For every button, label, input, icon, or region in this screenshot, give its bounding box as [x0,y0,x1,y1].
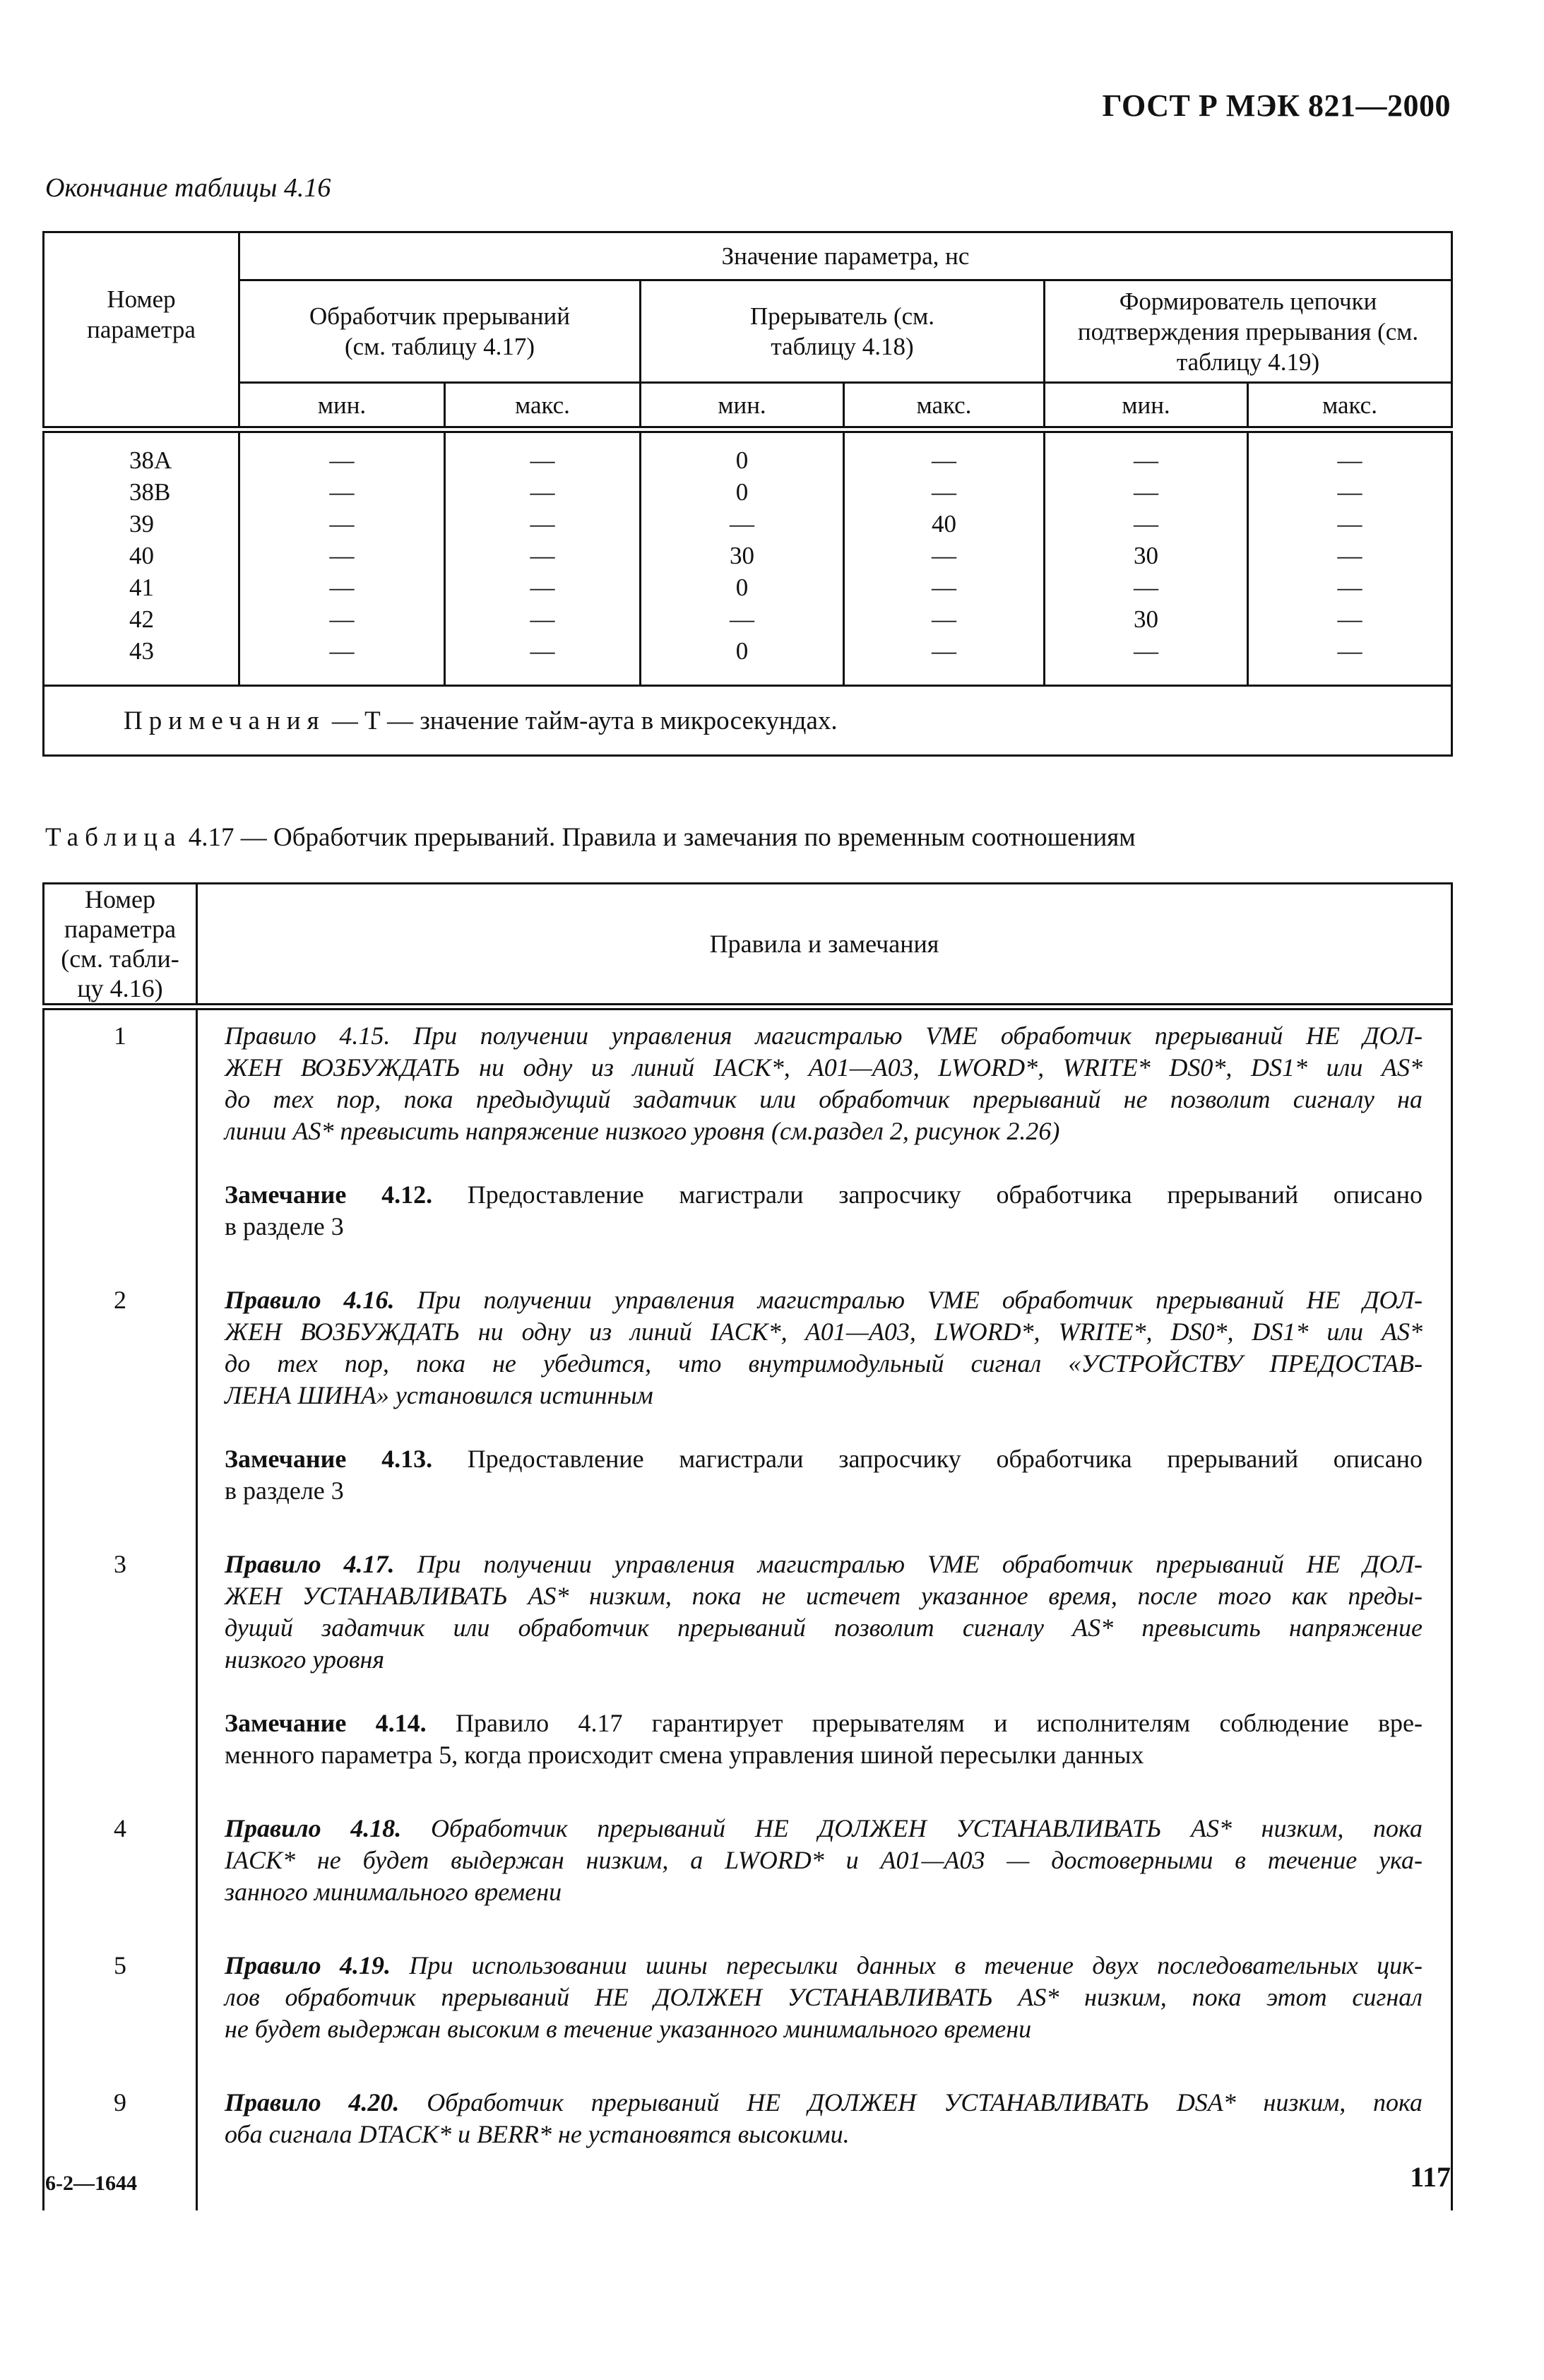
param-value: 0 [735,446,749,474]
table-continues [197,2182,1452,2210]
max-header: макс. [844,383,1045,430]
text-line [225,1982,1423,2013]
text-line [225,1052,1423,1084]
param-value: — [1337,510,1362,538]
rule-label: Правило 4.16. [225,1286,395,1314]
param-value: — [530,446,555,474]
rules-cell [197,1940,1452,2077]
rules-cell [197,2077,1452,2182]
text-line [225,2119,1423,2150]
rule-text: до тех пор, пока предыдущий задатчик или обработчик прерываний не позволит сигналу на [225,1085,1423,1113]
rule-text: ЖЕН ВОЗБУЖДАТЬ ни одну из линий IACK*, A01—A03, LWORD*, WRITE*, DS0*, DS1* или AS* [225,1318,1423,1346]
param-value: — [730,605,754,633]
rule-text: до тех пор, пока не убедится, что внутримодульный сигнал «УСТРОЙСТВУ ПРЕДОСТАВ- [225,1349,1423,1378]
param-value: — [1134,510,1158,538]
param-number-column [44,430,239,686]
text-line [225,1549,1423,1580]
rule-paragraph [225,1284,1423,1411]
rule-label: Правило 4.18. [225,1814,402,1842]
col-header-param-line: параметра [64,915,177,943]
text-line [225,1316,1423,1348]
rule-text: низкого уровня [225,1645,385,1674]
table-continuation-caption: Окончание таблицы 4.16 [45,173,331,203]
rule-text: дущий задатчик или обработчик прерываний позволит сигналу AS* превысить напряжение [225,1614,1423,1642]
param-value: — [1134,574,1158,601]
group-header-interrupter-text: Прерыватель (см. таблицу 4.18) [749,302,935,360]
text-line [225,1380,1423,1411]
table-row [44,1940,1452,2077]
text-line [225,1950,1423,1982]
rule-paragraph [225,1950,1423,2045]
text-line [225,1284,1423,1316]
document-standard-header: ГОСТ Р МЭК 821—2000 [1102,88,1451,123]
rule-text: оба сигнала DTACK* и BERR* не установятся высокими. [225,2120,850,2148]
param-value: — [329,478,355,506]
param-number: 3 [44,1539,197,1803]
value-column [844,430,1045,686]
rule-text: не будет выдержан высоким в течение указанного минимального времени [225,2015,1032,2043]
rule-text: ЖЕН ВОЗБУЖДАТЬ ни одну из линий IACK*, A01—A03, LWORD*, WRITE* DS0*, DS1* или AS* [225,1053,1423,1082]
param-number: 39 [129,510,154,538]
rule-text: ЛЕНА ШИНА» установился истинным [225,1381,653,1409]
text-line [225,1845,1423,1876]
param-number: 1 [44,1007,197,1274]
text-line [225,1084,1423,1115]
param-number: 42 [129,605,154,633]
rule-text: IACK* не будет выдержан низким, а LWORD* и A01—A03 — достоверными в течение ука- [225,1846,1423,1874]
param-value: 0 [735,478,749,506]
note-text: в разделе 3 [225,1476,344,1505]
note-paragraph [225,1179,1423,1243]
value-column [1045,430,1248,686]
note-text: Предоставление магистрали запросчику обработчика прерываний описано [432,1445,1423,1473]
rule-text: ЖЕН УСТАНАВЛИВАТЬ AS* низким, пока не истечет указанное время, после того как преды- [225,1582,1423,1610]
param-value: — [329,542,355,569]
max-header: макс. [1248,383,1452,430]
table-note [44,686,1452,756]
table-4-17-title [45,822,1136,853]
table-label: Таблица [45,823,182,852]
note-text: Предоставление магистрали запросчику обработчика прерываний описано [432,1180,1423,1209]
param-value: — [1134,637,1158,665]
rule-label: Правило 4.17. [225,1550,395,1578]
col-header-param-line: (см. табли- [61,945,179,973]
note-label: Замечание 4.14. [225,1709,427,1737]
value-column [239,430,445,686]
group-header-interrupter [641,280,1045,383]
col-header-param-line: цу 4.16) [77,974,163,1002]
text-line [225,1179,1423,1211]
rule-paragraph [225,1020,1423,1147]
param-value: — [329,605,355,633]
rules-cell [197,1007,1452,1274]
value-column [1248,430,1452,686]
param-value: 0 [735,574,749,601]
table-row [44,1539,1452,1803]
param-value: — [932,637,956,665]
param-number: 4 [44,1803,197,1940]
note-label: Замечание 4.12. [225,1180,433,1209]
param-value: — [1337,478,1362,506]
rules-cell [197,1803,1452,1940]
rule-paragraph [225,2087,1423,2150]
param-value: — [530,510,555,538]
text-line [225,2087,1423,2119]
text-line [225,1580,1423,1612]
note-text: — Т — значение тайм-аута в микросекундах. [325,706,838,735]
text-line [225,1644,1423,1676]
param-value: — [1337,542,1362,569]
table-title-text: 4.17 — Обработчик прерываний. Правила и замечания по временным соотношениям [182,823,1136,852]
param-value: — [530,478,555,506]
param-value: — [932,446,956,474]
min-header: мин. [1045,383,1248,430]
text-line [225,1211,1423,1243]
param-value: — [329,637,355,665]
group-header-daisy-chain-text: Формирователь цепочки подтверждения прерывания (см. таблицу 4.19) [1077,287,1419,376]
param-number: 38A [129,446,172,474]
text-line [225,1707,1423,1739]
col-header-param [44,232,239,430]
text-line [225,1348,1423,1380]
param-value: — [530,574,555,601]
text-line [225,1612,1423,1644]
group-header-daisy-chain [1045,280,1452,383]
text-line [225,1813,1423,1845]
text-line [225,1876,1423,1908]
param-value: — [932,574,956,601]
col-header-param [44,884,197,1007]
param-value: — [1337,446,1362,474]
param-value: — [329,574,355,601]
rule-text: При получении управления магистралью VME обработчик прерываний НЕ ДОЛ- [394,1550,1423,1578]
table-4-17 [42,882,1453,2210]
text-line [225,2013,1423,2045]
param-value: — [530,605,555,633]
param-value: 30 [730,542,754,569]
group-header-handler [239,280,641,383]
param-number: 38B [129,478,171,506]
rule-label: Правило 4.20. [225,2088,400,2116]
param-value: — [932,542,956,569]
note-text: в разделе 3 [225,1212,344,1241]
group-header-handler-text: Обработчик прерываний (см. таблицу 4.17) [309,302,570,360]
param-number: 40 [129,542,154,569]
rule-label: Правило 4.19. [225,1951,391,1979]
param-value: — [1134,446,1158,474]
note-text: Правило 4.17 гарантирует прерывателям и исполнителям соблюдение вре- [426,1709,1423,1737]
rule-paragraph [225,1549,1423,1676]
param-value: 0 [735,637,749,665]
param-value: 40 [932,510,956,538]
value-column [445,430,641,686]
rule-text: При получении управления магистралью VME обработчик прерываний НЕ ДОЛ- [394,1286,1423,1314]
param-number: 43 [129,637,154,665]
note-label: Примечания [124,706,326,735]
param-value: — [329,446,355,474]
param-value: — [932,605,956,633]
note-label: Замечание 4.13. [225,1445,433,1473]
rule-text: Обработчик прерываний НЕ ДОЛЖЕН УСТАНАВЛИВАТЬ DSA* низким, пока [399,2088,1423,2116]
param-value: — [1337,574,1362,601]
rule-text: Обработчик прерываний НЕ ДОЛЖЕН УСТАНАВЛИВАТЬ AS* низким, пока [401,1814,1423,1842]
value-column [641,430,844,686]
param-value: — [1134,478,1158,506]
note-paragraph [225,1707,1423,1771]
param-value: 30 [1134,542,1158,569]
text-line [225,1020,1423,1052]
rules-cell [197,1274,1452,1539]
param-number: 5 [44,1940,197,2077]
param-value: — [1337,605,1362,633]
table-row [44,1007,1452,1274]
rule-text: занного минимального времени [225,1878,562,1906]
param-value: 30 [1134,605,1158,633]
param-value: — [530,637,555,665]
data-body [44,430,1452,686]
note-text: менного параметра 5, когда происходит смена управления шиной пересылки данных [225,1741,1144,1769]
param-value: — [530,542,555,569]
param-value: — [730,510,754,538]
rules-cell [197,1539,1452,1803]
rule-label: Правило 4.15. [225,1022,391,1050]
print-code: 6-2—1644 [45,2172,137,2195]
col-header-param-line: Номер [84,885,156,913]
min-header: мин. [239,383,445,430]
param-value: — [329,510,355,538]
rule-text: При использовании шины пересылки данных в течение двух последовательных цик- [391,1951,1423,1979]
table-row [44,2077,1452,2182]
text-line [225,1443,1423,1475]
min-header: мин. [641,383,844,430]
param-number: 9 [44,2077,197,2182]
param-number: 41 [129,574,154,601]
note-paragraph [225,1443,1423,1507]
param-value: — [1337,637,1362,665]
col-header-rules: Правила и замечания [197,884,1452,1007]
rule-paragraph [225,1813,1423,1908]
text-line [225,1739,1423,1771]
text-line [225,1475,1423,1507]
table-row [44,1274,1452,1539]
value-header: Значение параметра, нс [239,232,1452,280]
param-number: 2 [44,1274,197,1539]
param-value: — [932,478,956,506]
table-4-16 [42,231,1453,757]
table-row [44,1803,1452,1940]
max-header: макс. [445,383,641,430]
col-header-param-text: Номер параметра [87,285,196,343]
text-line [225,1115,1423,1147]
rule-text: линии AS* превысить напряжение низкого уровня (см.раздел 2, рисунок 2.26) [225,1117,1060,1145]
page-number: 117 [1410,2161,1451,2193]
rule-text: лов обработчик прерываний НЕ ДОЛЖЕН УСТАНАВЛИВАТЬ AS* низким, пока этот сигнал [225,1983,1423,2011]
rule-text: При получении управления магистралью VME обработчик прерываний НЕ ДОЛ- [390,1022,1423,1050]
